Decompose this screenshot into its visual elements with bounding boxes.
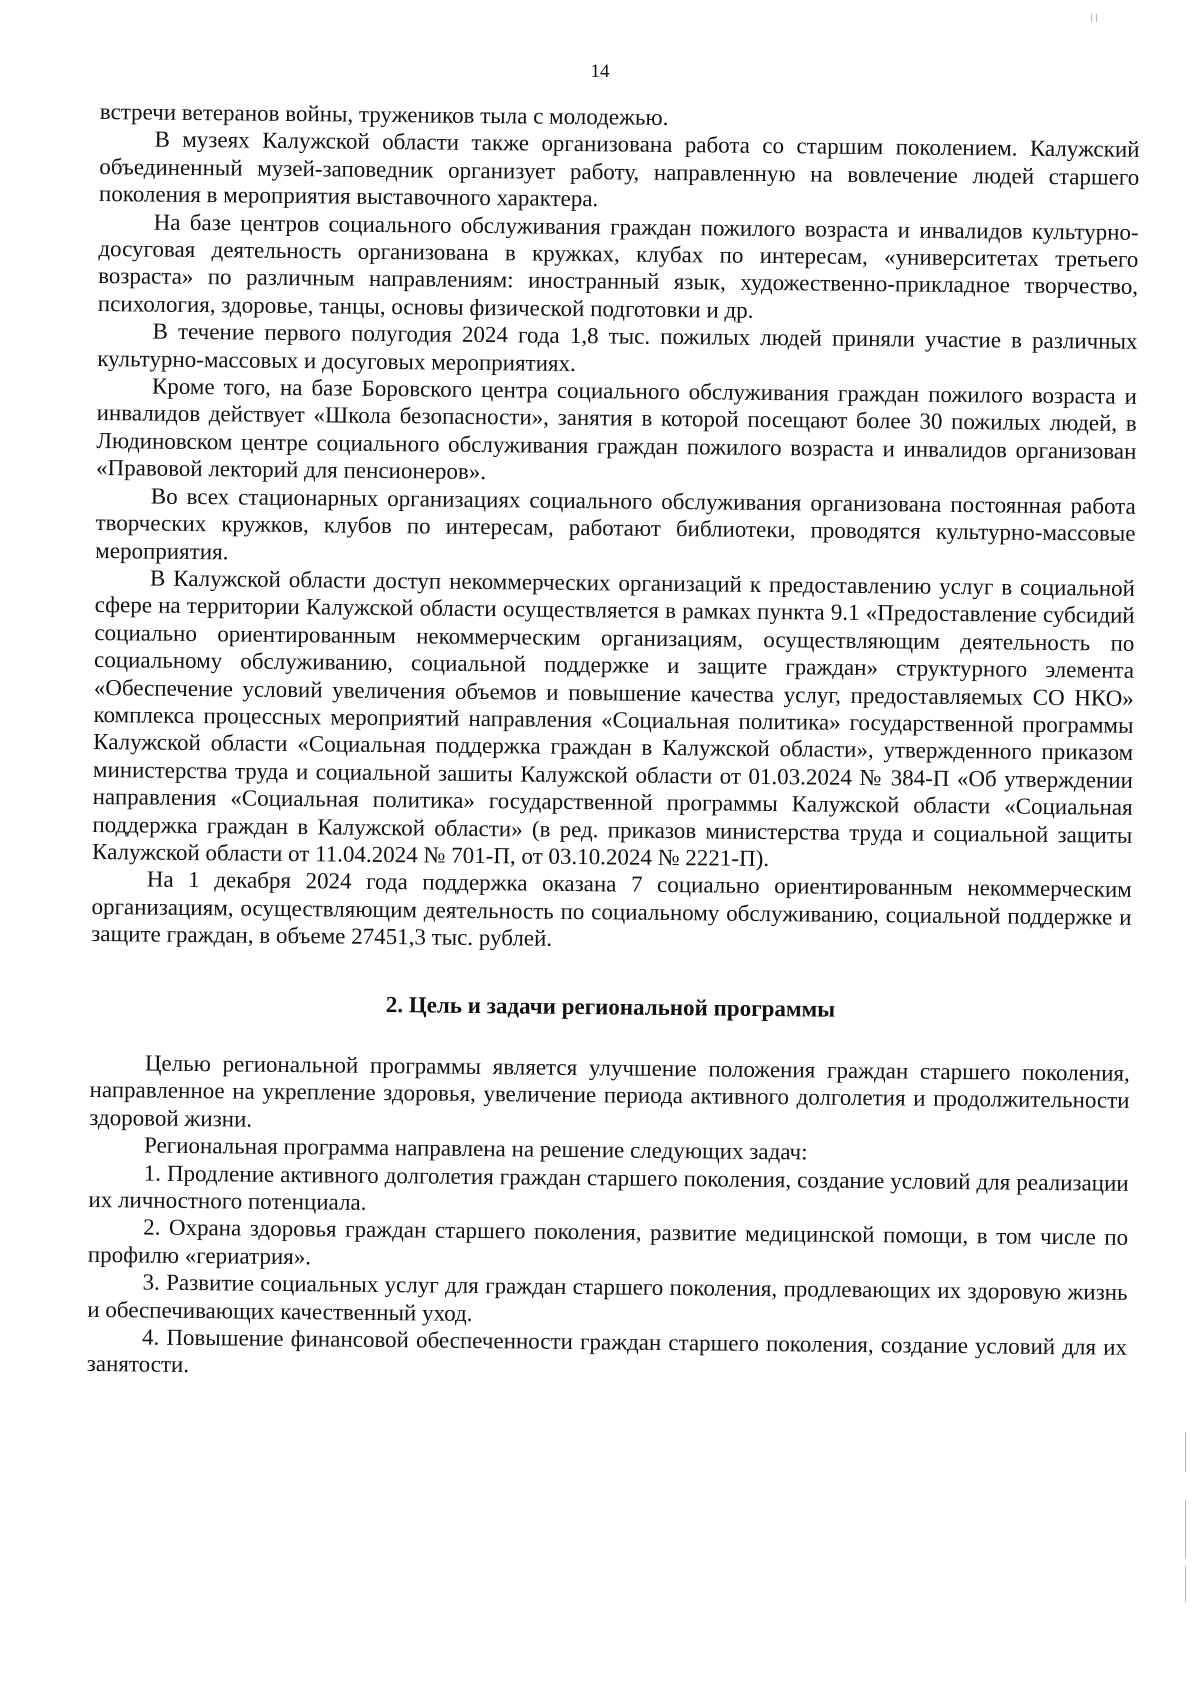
paragraph: Кроме того, на базе Боровского центра социального обслуживания граждан пожилого возраста и инвалидов действует «Школа безопасности», занятия в которой посещают более 30 пожилых людей, в Людиновском центре социального обслуживания граждан пожилого возраста и инвалидов организован «Правовой лекторий для пенсионеров». (95, 373, 1138, 485)
paragraph: На базе центров социального обслуживания граждан пожилого возраста и инвалидов культурно-досуговая деятельность организована в кружках, клубах по интересам, «университетах третьего возраста» по различным направлениям: иностранный язык, художественно-прикладное творчество, психология, здоровье, танцы, основы физической подготовки и др. (97, 209, 1139, 323)
page-number: 14 (590, 61, 610, 82)
list-item: 2. Охрана здоровья граждан старшего поколения, развитие медицинской помощи, в том числе по профилю «гериатрия». (87, 1214, 1129, 1270)
scan-artifact (1091, 14, 1092, 22)
document-body (87, 98, 1140, 1389)
paragraph: Целью региональной программы является улучшение положения граждан старшего поколения, направленное на укрепление здоровья, увеличение периода активного долголетия и продолжительности здоровой жизни. (89, 1050, 1130, 1132)
paragraph: Во всех стационарных организациях социального обслуживания организована постоянная работа творческих кружков, клубов по интересам, работают библиотеки, проводятся культурно-массовые мероприятия. (95, 483, 1136, 564)
paragraph: В музеях Калужской области также организована работа со старшим поколением. Калужский объединенный музей-заповедник организует работу, направленную на вовлечение людей старшего поколения в мероприятия выставочного характера. (98, 126, 1140, 212)
scan-artifact (1185, 1432, 1186, 1472)
paragraph: В Калужской области доступ некоммерческих организаций к предоставлению услуг в социальной сфере на территории Калужской области осуществляется в рамках пункта 9.1 «Предоставление субсидий социально ориентированным некоммерческим организациям, осуществляющим деятельность по социальному обслуживанию, социальной поддержке и защите граждан» структурного элемента «Обеспечение условий увеличения объемов и повышение качества услуг, предоставляемых СО НКО» комплекса процессных мероприятий направления «Социальная политика» государственной программы Калужской области «Социальная поддержка граждан в Калужской области», утвержденного приказом министерства труда и социальной зашиты Калужской области от 01.03.2024 № 384-П «Об утверждении направления «Социальная политика» государственной программы Калужской области «Социальная поддержка граждан в Калужской области» (в ред. приказов министерства труда и социальной защиты Калужской области от 11.04.2024 № 701-П, от 03.10.2024 № 2221-П). (91, 565, 1136, 872)
paragraph: На 1 декабря 2024 года поддержка оказана 7 социально ориентированным некоммерческим организациям, осуществляющим деятельность по социальному обслуживанию, социальной поддержке и защите граждан, в объеме 27451,3 тыс. рублей. (91, 866, 1132, 951)
scan-artifact (1185, 1566, 1186, 1602)
list-item: 1. Продление активного долголетия граждан старшего поколения, создание условий для реализации их личностного потенциала. (88, 1160, 1129, 1215)
paragraph: Региональная программа направлена на решение следующих задач: (143, 1132, 808, 1165)
list-item: 3. Развитие социальных услуг для граждан старшего поколения, продлевающих их здоровую жизнь и обеспечивающих качественный уход. (87, 1269, 1128, 1326)
scan-artifact (1096, 14, 1097, 22)
scan-artifact (1185, 1500, 1186, 1558)
list-item: 4. Повышение финансовой обеспеченности граждан старшего поколения, создание условий для их занятости. (86, 1324, 1128, 1378)
section-heading: 2. Цель и задачи региональной программы (385, 991, 836, 1022)
paragraph: встречи ветеранов войны, тружеников тыла с молодежью. (99, 98, 669, 130)
paragraph: В течение первого полугодия 2024 года 1,8 тыс. пожилых людей приняли участие в различных культурно-массовых и досуговых мероприятиях. (97, 318, 1138, 376)
